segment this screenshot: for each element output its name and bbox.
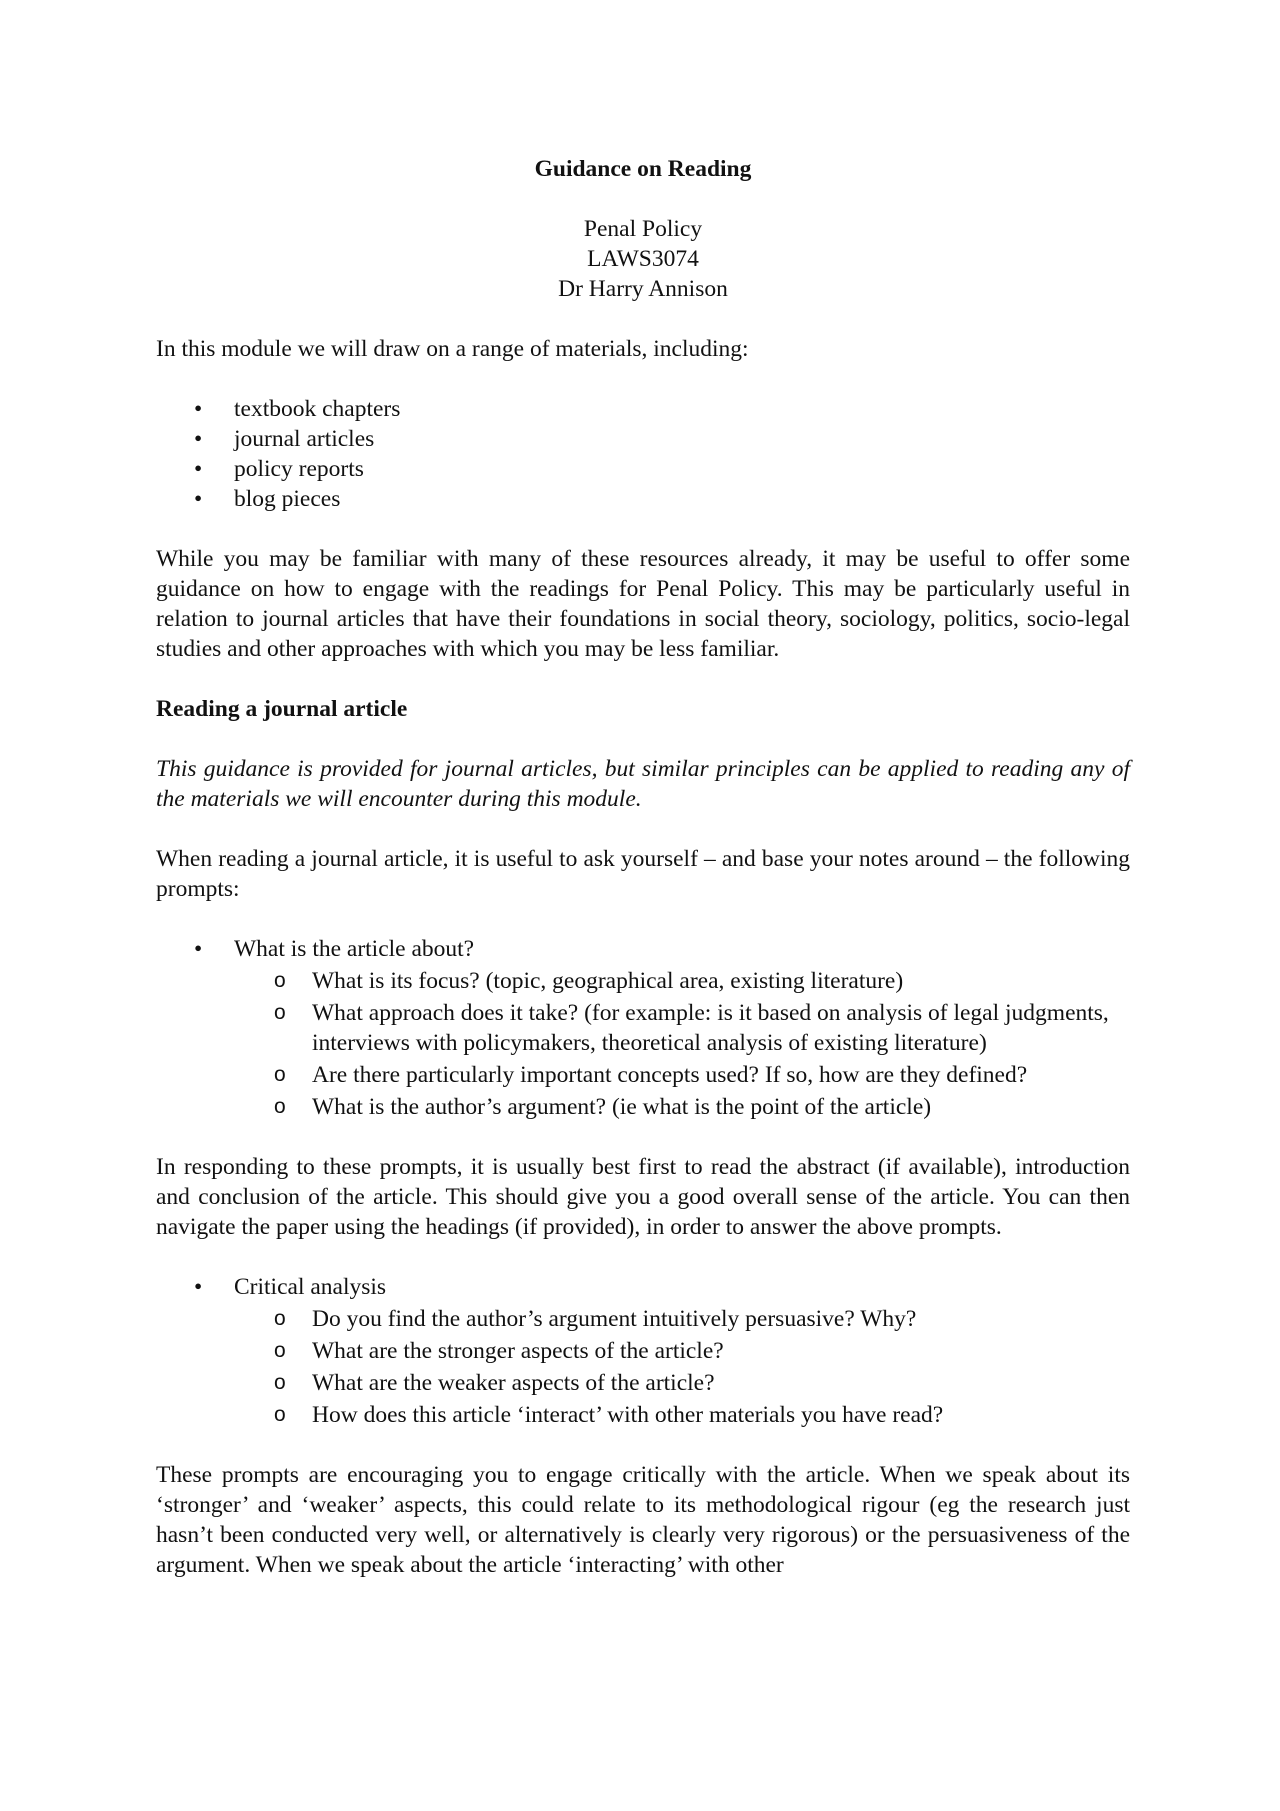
course-code: LAWS3074 (587, 246, 699, 272)
section-heading: Reading a journal article (156, 696, 408, 722)
sub-bullet-icon: o (274, 1371, 286, 1394)
sub-bullet-icon: o (274, 1403, 286, 1426)
materials-list (156, 394, 1130, 514)
sub-list-item: o Are there particularly important concepts used? If so, how are they defined? (274, 1062, 1028, 1088)
prompt-group-critical (156, 1272, 1130, 1430)
bullet-icon: • (194, 486, 203, 512)
sub-bullet-icon: o (274, 1001, 286, 1024)
sub-bullet-icon: o (274, 1063, 286, 1086)
bullet-icon: • (194, 936, 203, 962)
bullet-icon: • (194, 396, 203, 422)
sub-bullet-icon: o (274, 969, 286, 992)
prompts-intro: When reading a journal article, it is useful to ask yourself – and base your notes around – the following prompts: (156, 846, 1130, 902)
prompt-group-about (156, 934, 1130, 1122)
document-body (156, 154, 1130, 1580)
intro-text: In this module we will draw on a range of materials, including: (156, 336, 749, 362)
sub-prompt-list (234, 966, 1130, 1122)
sub-bullet-icon: o (274, 1095, 286, 1118)
sub-list-item: o What approach does it take? (for example: is it based on analysis of legal judgments, interviews with policymakers, theoretical analysis of existing literature) (274, 1000, 1109, 1056)
course-name: Penal Policy (583, 216, 703, 242)
italic-note: This guidance is provided for journal articles, but similar principles can be applied to reading any of the materials we will encounter during this module. (156, 756, 1130, 812)
paragraph-resources: While you may be familiar with many of these resources already, it may be useful to offer some guidance on how to engage with the readings for Penal Policy. This may be particularly useful in relation to journal articles that have their foundations in social theory, sociology, politics, socio-legal studies and other approaches with which you may be less familiar. (156, 546, 1130, 662)
bullet-icon: • (194, 456, 203, 482)
bullet-icon: • (194, 1274, 203, 1300)
document-title: Guidance on Reading (534, 156, 752, 182)
list-item: • blog pieces (194, 486, 341, 512)
list-item: • textbook chapters (194, 396, 401, 422)
lecturer-name: Dr Harry Annison (558, 276, 728, 302)
sub-list-item: o Do you find the author’s argument intuitively persuasive? Why? (274, 1306, 917, 1332)
prompt-group-label: Critical analysis (234, 1274, 387, 1300)
list-item: • journal articles (194, 426, 375, 452)
bullet-icon: • (194, 426, 203, 452)
sub-list-item: o What is the author’s argument? (ie what is the point of the article) (274, 1094, 932, 1120)
list-item: • policy reports (194, 456, 364, 482)
sub-list-item: o What are the weaker aspects of the article? (274, 1370, 715, 1396)
sub-list-item: o What are the stronger aspects of the article? (274, 1338, 724, 1364)
paragraph-critical: These prompts are encouraging you to engage critically with the article. When we speak about its ‘stronger’ and ‘weaker’ aspects, this could relate to its methodological rigour (eg the research just hasn’t been conducted very well, or alternatively is clearly very rigorous) or the persuasiveness of the argument. When we speak about the article ‘interacting’ with other (156, 1462, 1130, 1578)
sub-bullet-icon: o (274, 1307, 286, 1330)
paragraph-responding: In responding to these prompts, it is usually best first to read the abstract (if available), introduction and conclusion of the article. This should give you a good overall sense of the article. You can then navigate the paper using the headings (if provided), in order to answer the above prompts. (156, 1154, 1130, 1240)
prompt-group-label: What is the article about? (234, 936, 475, 962)
course-info (156, 214, 1130, 304)
sub-list-item: o How does this article ‘interact’ with other materials you have read? (274, 1402, 944, 1428)
sub-list-item: o What is its focus? (topic, geographical area, existing literature) (274, 968, 904, 994)
list-item (156, 1272, 1130, 1430)
list-item (156, 934, 1130, 1122)
sub-bullet-icon: o (274, 1339, 286, 1362)
sub-prompt-list (234, 1304, 1130, 1430)
